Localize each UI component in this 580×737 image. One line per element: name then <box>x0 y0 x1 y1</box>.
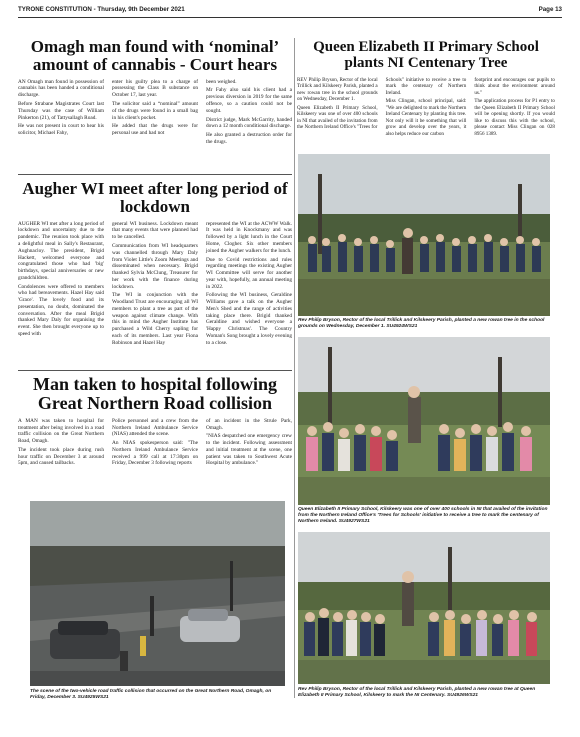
article-omagh-col-3: been weighed. Mr Fahy also said his client had a previous diversion in 2019 for the same offence, so a caution could not be sought. District judge, Mark McGarrity, handed down a 12 month conditional discharge. He also granted a destruction order for the drugs. <box>206 78 292 145</box>
page-header <box>18 6 562 18</box>
article-omagh-col-1: AN Omagh man found in possession of cannabis has been handed a conditional discharge. Before Strabane Magistrates Court last Thursday was the case of William Pinkerton (21), of Tattysallagh Road. He was not present in court to hear his solicitor, Michael Fahy, <box>18 78 104 137</box>
article-hospital-col-1: A MAN was taken to hospital for treatment after being involved in a road traffic collision on the Great Northern Road, Omagh. The incident took place during rush hour traffic on December 3 at around 5pm, and caused tailbacks. <box>18 417 104 467</box>
tree-planting-caption-1: Rev Philip Bryson, Rector of the local Trillick and Kilskeery Parish, planted a new rowan tree in the school grounds on Wednesday, December 1. SU4924WS21 <box>298 318 545 330</box>
article-hospital-col-3: of an incident in the Strule Park, Omagh. "NIAS despatched one emergency crew to the incident. Following assessment and initial treatment at the scene, one patient was taken to Southwest Acute Hospital by ambulance." <box>206 417 292 467</box>
article-queen-col-2: Schools" initiative to receive a tree to mark the centenary of Northern Ireland. Miss Clingan, school principal, said: "We are delighted to mark the Northern Ireland Centenary by planting this tree. Not only will it be something that will grow and develop over the years, it also helps reduce our carbon <box>385 76 467 137</box>
article-hospital <box>18 375 292 469</box>
article-omagh-body <box>18 79 292 148</box>
divider-augher-hospital <box>18 370 292 371</box>
article-omagh <box>18 38 292 148</box>
article-augher-col-2: general WI business. Lockdown meant that many events that were planned had to be cancelled. Communication from WI headquarters was channelled through Mary Daly from Violet Little's Zoom Meetings and disseminated when necessary. Brigid thanked Sylvia McClung, Treasurer for her work with the finance during lockdown. The WI in conjunction with the Woodland Trust are encouraging all WI members to plant a tree as part of the weapon against climate change. With this in mind the Augher Institute has purchased a Wild Cherry sapling for each of its members. Last year Fiona Robinson and Hazel Hay <box>112 220 198 346</box>
tree-planting-photo-1 <box>298 154 550 316</box>
tree-planting-caption-2: Queen Elizabeth II Primary School, Kilskeery was one of over 400 schools in NI that availed of the invitation from the Northern Ireland Office's 'Trees for Schools' initiative to receive a tree to mark the centenary of Northern Ireland. SU4927WS21 <box>298 507 548 525</box>
article-augher-headline: Augher WI meet after long period of lockdown <box>22 179 288 216</box>
tree-planting-photo-2 <box>298 337 550 505</box>
divider-omagh-augher <box>18 174 292 175</box>
article-omagh-col-2: enter his guilty plea to a charge of possessing the Class B substance on October 17, last year. The solicitor said a “nominal” amount of the drugs were found in a small bag in his client's pocket. He added that the drugs were for personal use and had not <box>112 78 198 137</box>
tree-planting-image-1 <box>298 154 550 316</box>
collision-scene-image <box>30 501 285 686</box>
column-separator <box>294 38 295 698</box>
collision-photo <box>30 501 285 686</box>
article-hospital-body <box>18 418 292 469</box>
article-queen-headline: Queen Elizabeth II Primary School plants NI Centenary Tree <box>313 39 539 71</box>
header-publication-date: TYRONE CONSTITUTION - Thursday, 9th December 2021 <box>18 6 185 13</box>
tree-planting-photo-3 <box>298 532 550 684</box>
tree-planting-image-3 <box>298 532 550 684</box>
article-augher-col-3: represented the WI at the ACWW Walk. It was held in Knockmany and was followed by a light lunch in the Court Home, Clogher. Six other members joined the Augher walkers for the lunch. Due to Covid restrictions and rules regarding meetings the existing Augher WI Committee will serve for another year with, hopefully, an annual meeting in 2022. Following the WI business, Geraldine Williams gave a talk on the Augher Men's Shed and the range of activities taking place there. Brigid thanked Geraldine and wished everyone a 'Happy Christmas'. The Country Woman's Song brought a lovely evening to a close. <box>206 220 292 346</box>
article-omagh-headline: Omagh man found with ‘nominal’ amount of cannabis - Court hears <box>30 37 280 74</box>
tree-planting-image-2 <box>298 337 550 505</box>
article-queen-col-3: footprint and encourages our pupils to think about the environment around us." The application process for P1 entry to the Queen Elizabeth II Primary School will be opening shortly. If you would like to discuss this with the school, please contact Miss Clingan on 028 8956 1389. <box>474 76 555 137</box>
article-queen-body <box>297 77 555 140</box>
article-hospital-col-2: Police personnel and a crew from the Northern Ireland Ambulance Service (NIAS) attended the scene. An NIAS spokesperson said: "The Northern Ireland Ambulance Service received a 999 call at 17:30pm on Friday, December 3 following reports <box>112 417 198 467</box>
tree-planting-caption-3: Rev Philip Bryson, Rector of the local Trillick and Kilskeery Parish, planted a new rowan tree at Queen Elizabeth II Primary School, Kilskeery to mark the NI Centenary. SU4926WS21 <box>298 687 536 699</box>
article-augher-col-1: AUGHER WI met after a long period of lockdown and uncertainty due to the pandemic. The reunion took place with a delightful meal in Sally's Restaurant, Aughnacloy. The president, Brigid Hackett, welcomed everyone and congratulated those who had 'big' birthdays, special anniversaries or new grandchildren. Condolences were offered to members who had bereavements. Hazel Hay said 'Grace'. The lovely food and its presentation, no doubt, dominated the conversation. After the meal Brigid thanked Mary Daly for organising the event. She then brought everyone up to speed with <box>18 220 104 337</box>
article-queen <box>297 40 555 139</box>
article-augher-body <box>18 221 292 349</box>
article-augher <box>18 180 292 348</box>
collision-photo-caption: The scene of the two-vehicle road traffic collision that occurred on the Great Northern Road, Omagh, on Friday, December 3. SU4925WS21 <box>30 689 272 701</box>
article-hospital-headline: Man taken to hospital following Great Northern Road collision <box>32 374 278 413</box>
header-page-number: Page 13 <box>538 6 562 13</box>
article-queen-col-1: REV Philip Bryson, Rector of the local Trillick and Kilskeery Parish, planted a new rowan tree in the school grounds on Wednesday, December 1. Queen Elizabeth II Primary School, Kilskeery was one of over 400 schools in NI that availed of the invitation from the Northern Ireland Office's "Trees for <box>297 76 378 131</box>
